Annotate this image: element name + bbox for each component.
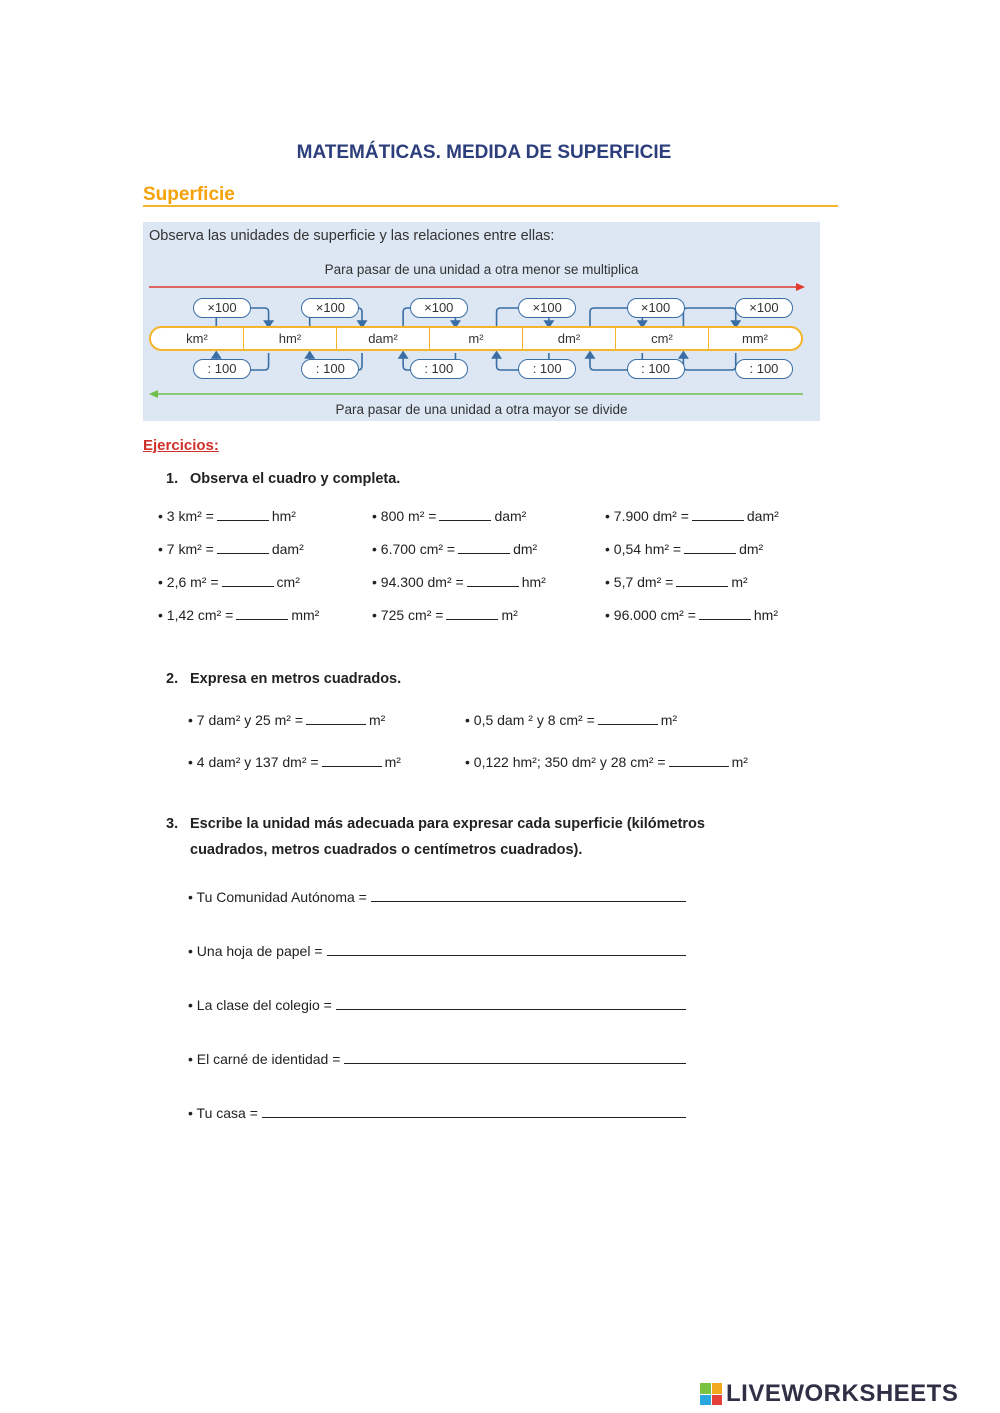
answer-blank[interactable]: [684, 542, 736, 554]
exercise-prompt: • 2,6 m² =: [158, 574, 219, 590]
q2-heading: [166, 671, 401, 687]
exercise-prompt: • Tu casa =: [188, 1105, 258, 1121]
q1-exercise: [605, 607, 778, 623]
section-heading: Superficie: [143, 184, 235, 205]
q3-exercise: [188, 943, 686, 959]
exercise-prompt: • 7 km² =: [158, 541, 214, 557]
diagram-arrows: [143, 222, 820, 421]
q2-number: 2.: [166, 671, 179, 687]
exercise-prompt: • 0,122 hm²; 350 dm² y 28 cm² =: [465, 754, 666, 770]
unit-cell: cm²: [616, 328, 709, 349]
exercise-unit: m²: [501, 607, 518, 623]
brand-logo-icon: [700, 1383, 722, 1405]
multiply-ops: [193, 298, 793, 318]
brand-logo-square: [712, 1395, 723, 1406]
multiply-op: ×100: [410, 298, 468, 318]
answer-blank[interactable]: [692, 509, 744, 521]
brand: [700, 1380, 958, 1408]
exercise-prompt: • 7 dam² y 25 m² =: [188, 712, 303, 728]
multiply-op: ×100: [735, 298, 793, 318]
exercise-prompt: • 0,5 dam ² y 8 cm² =: [465, 712, 595, 728]
q1-exercise: [158, 607, 319, 623]
multiply-op: ×100: [627, 298, 685, 318]
units-diagram-panel: [143, 222, 820, 421]
multiply-label: Para pasar de una unidad a otra menor se multiplica: [324, 262, 639, 277]
q1-number: 1.: [166, 471, 179, 487]
divide-curve-head: [212, 352, 220, 358]
unit-cell: mm²: [742, 331, 768, 346]
exercise-prompt: • 6.700 cm² =: [372, 541, 456, 557]
answer-line[interactable]: [344, 1052, 686, 1064]
exercise-unit: m²: [384, 754, 401, 770]
q1-exercise: [372, 574, 546, 590]
multiply-op: ×100: [193, 298, 251, 318]
answer-blank[interactable]: [598, 713, 658, 725]
q3-exercise: [188, 1051, 686, 1067]
q2-exercise: [465, 712, 677, 728]
exercise-unit: hm²: [271, 508, 296, 524]
q1-exercise: [605, 541, 763, 557]
q1-exercise: [158, 508, 296, 524]
section-divider: [143, 205, 838, 207]
answer-blank[interactable]: [669, 755, 729, 767]
exercise-prompt: • 94.300 dm² =: [372, 574, 464, 590]
answer-line[interactable]: [262, 1106, 686, 1118]
exercise-unit: dam²: [494, 508, 527, 524]
panel-intro: Observa las unidades de superficie y las relaciones entre ellas:: [149, 228, 555, 244]
answer-blank[interactable]: [467, 575, 519, 587]
answer-blank[interactable]: [222, 575, 274, 587]
answer-blank[interactable]: [322, 755, 382, 767]
divide-op: : 100: [410, 359, 468, 379]
unit-cell: dam²: [337, 328, 430, 349]
answer-blank[interactable]: [306, 713, 366, 725]
exercise-unit: m²: [731, 574, 748, 590]
brand-text: LIVEWORKSHEETS: [726, 1380, 959, 1407]
exercise-prompt: • 800 m² =: [372, 508, 437, 524]
q1-text: Observa el cuadro y completa.: [190, 471, 401, 487]
divide-op: : 100: [518, 359, 576, 379]
brand-logo-square: [712, 1383, 723, 1394]
exercise-prompt: • Tu Comunidad Autónoma =: [188, 889, 367, 905]
q2-exercise: [465, 754, 748, 770]
unit-cell: m²: [430, 328, 523, 349]
exercise-prompt: • 7.900 dm² =: [605, 508, 689, 524]
exercise-unit: hm²: [521, 574, 546, 590]
multiply-op: ×100: [301, 298, 359, 318]
answer-blank[interactable]: [458, 542, 510, 554]
q3-heading: [166, 816, 705, 832]
divide-op: : 100: [193, 359, 251, 379]
q1-exercise: [605, 574, 748, 590]
unit-cell: km²: [151, 328, 244, 349]
divide-ops: [193, 359, 793, 379]
exercises-heading: Ejercicios:: [143, 437, 219, 454]
q1-exercise: [372, 541, 537, 557]
q3-exercise: [188, 1105, 686, 1121]
brand-logo-square: [700, 1395, 711, 1406]
exercise-prompt: • 1,42 cm² =: [158, 607, 234, 623]
exercise-unit: m²: [660, 712, 678, 728]
q1-heading: [166, 471, 400, 487]
exercise-prompt: • 4 dam² y 137 dm² =: [188, 754, 319, 770]
exercise-unit: mm²: [291, 607, 320, 623]
divide-label: Para pasar de una unidad a otra mayor se divide: [335, 402, 628, 417]
exercise-prompt: • El carné de identidad =: [188, 1051, 341, 1067]
exercise-unit: cm²: [276, 574, 300, 590]
exercise-unit: m²: [731, 754, 748, 770]
divide-arrow-head: [149, 390, 158, 398]
answer-blank[interactable]: [217, 542, 269, 554]
exercise-unit: dam²: [271, 541, 304, 557]
q3-exercise: [188, 997, 686, 1013]
answer-blank[interactable]: [446, 608, 498, 620]
brand-logo-square: [700, 1383, 711, 1394]
exercise-unit: m²: [369, 712, 386, 728]
q3-number: 3.: [166, 816, 179, 832]
q3-text-line1: Escribe la unidad más adecuada para expresar cada superficie (kilómetros: [190, 816, 705, 832]
q2-exercise: [188, 754, 401, 770]
unit-cell: dm²: [523, 328, 616, 349]
exercise-prompt: • Una hoja de papel =: [188, 943, 323, 959]
exercise-prompt: • 725 cm² =: [372, 607, 444, 623]
q3-exercise: [188, 889, 686, 905]
multiply-arrow-head: [796, 283, 805, 291]
exercise-prompt: • 5,7 dm² =: [605, 574, 674, 590]
q1-exercise: [158, 574, 300, 590]
exercise-unit: dm²: [513, 541, 538, 557]
divide-curve-head: [586, 352, 594, 358]
answer-blank[interactable]: [236, 608, 288, 620]
q2-text: Expresa en metros cuadrados.: [190, 671, 402, 687]
answer-blank[interactable]: [699, 608, 751, 620]
answer-line[interactable]: [327, 944, 686, 956]
answer-blank[interactable]: [439, 509, 491, 521]
exercise-prompt: • 96.000 cm² =: [605, 607, 696, 623]
page-title: MATEMÁTICAS. MEDIDA DE SUPERFICIE: [296, 142, 672, 163]
divide-curve-head: [493, 352, 501, 358]
exercise-prompt: • La clase del colegio =: [188, 997, 332, 1013]
divide-op: : 100: [735, 359, 793, 379]
exercise-prompt: • 3 km² =: [158, 508, 214, 524]
exercise-unit: dam²: [746, 508, 779, 524]
q1-exercise: [372, 607, 518, 623]
answer-blank[interactable]: [676, 575, 728, 587]
divide-curve-head: [306, 352, 314, 358]
q2-exercise: [188, 712, 385, 728]
answer-blank[interactable]: [217, 509, 269, 521]
q3-text-line2: cuadrados, metros cuadrados o centímetros cuadrados).: [190, 842, 583, 858]
divide-op: : 100: [627, 359, 685, 379]
exercise-unit: dm²: [739, 541, 764, 557]
unit-cell: hm²: [244, 328, 337, 349]
divide-op: : 100: [301, 359, 359, 379]
unit-bar: [149, 326, 803, 351]
q1-exercise: [372, 508, 526, 524]
multiply-op: ×100: [518, 298, 576, 318]
divide-curve-head: [679, 352, 687, 358]
divide-curve-head: [399, 352, 407, 358]
answer-line[interactable]: [371, 890, 686, 902]
exercise-unit: hm²: [753, 607, 779, 623]
exercise-prompt: • 0,54 hm² =: [605, 541, 682, 557]
q1-exercise: [158, 541, 304, 557]
q1-exercise: [605, 508, 779, 524]
answer-line[interactable]: [336, 998, 686, 1010]
